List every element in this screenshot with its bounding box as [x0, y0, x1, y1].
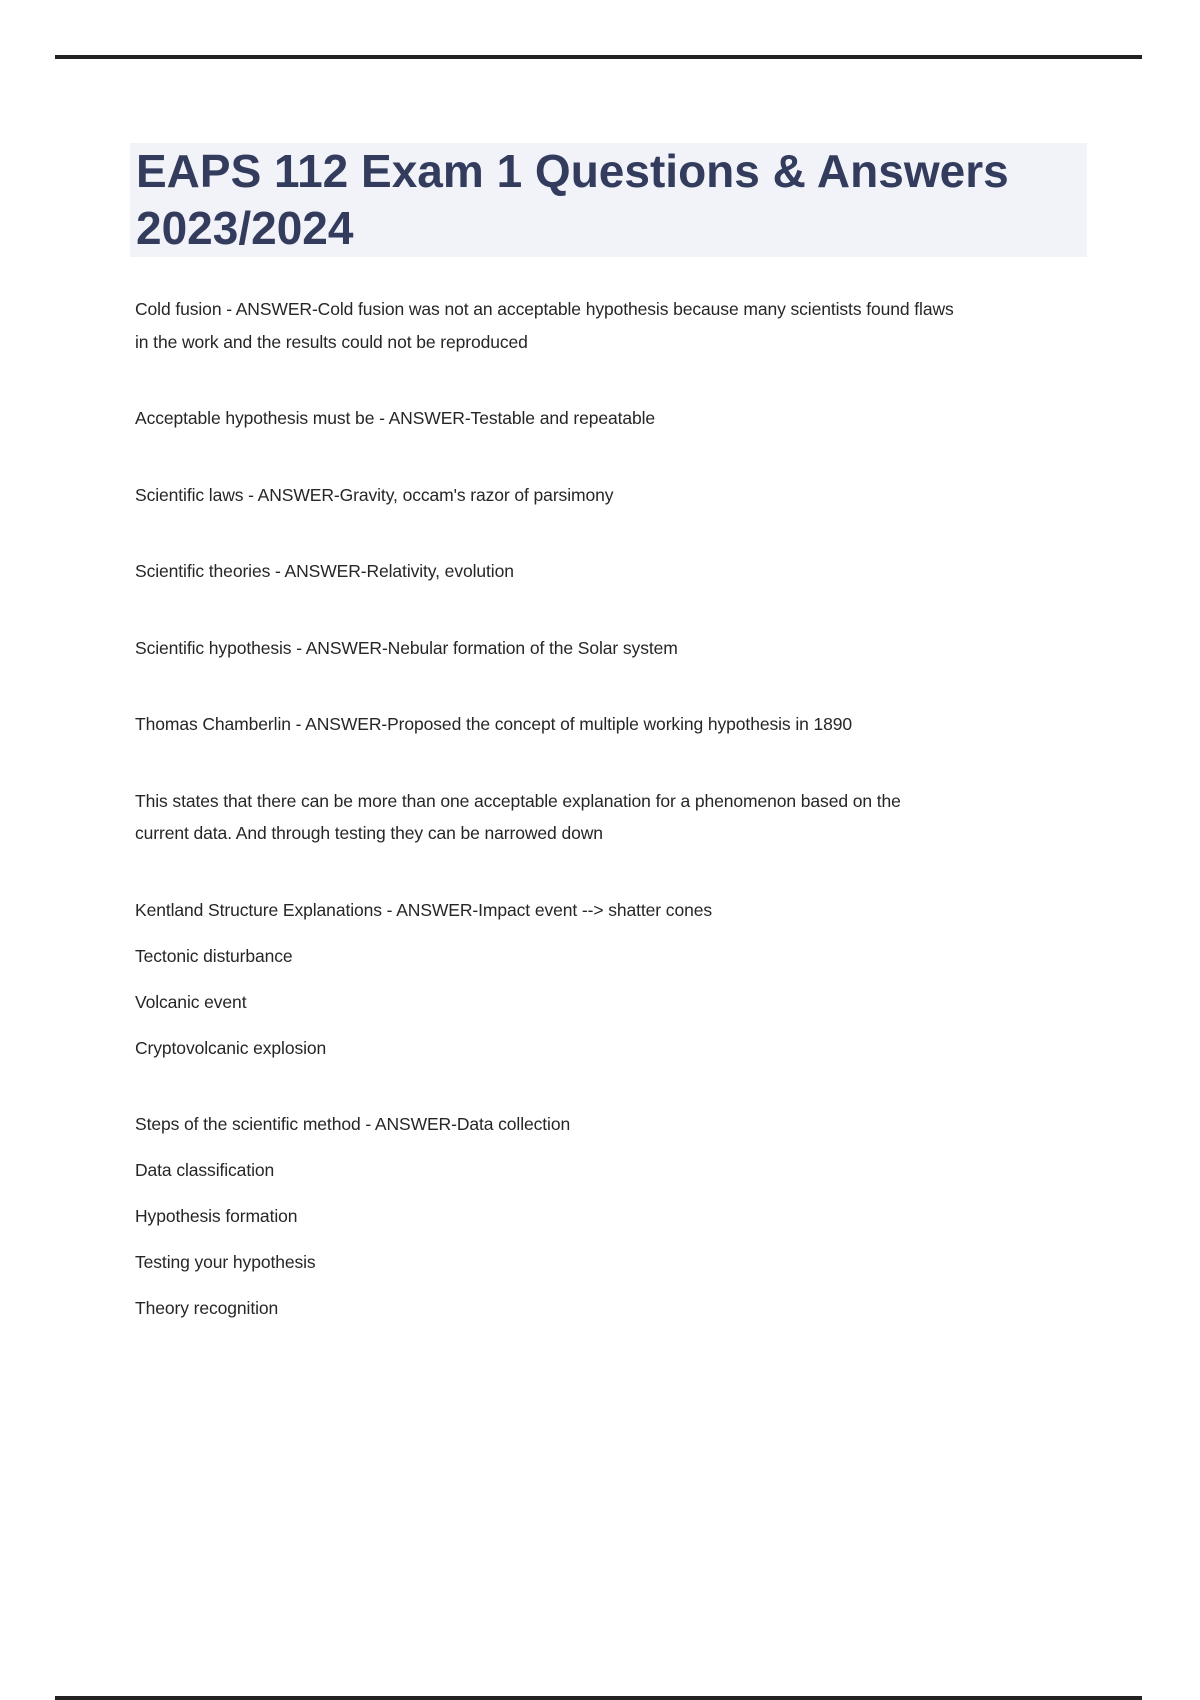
- qa-paragraph: [135, 986, 1095, 1019]
- text-line: Kentland Structure Explanations - ANSWER-Impact event --> shatter cones: [135, 899, 712, 920]
- qa-paragraph: [135, 1108, 1095, 1141]
- text-line: Tectonic disturbance: [135, 945, 293, 966]
- bottom-rule: [55, 1696, 1142, 1700]
- top-rule: [55, 55, 1142, 59]
- text-line: current data. And through testing they can be narrowed down: [135, 823, 603, 843]
- qa-block: [135, 632, 1095, 665]
- qa-paragraph: [135, 1154, 1095, 1187]
- text-line: Testing your hypothesis: [135, 1252, 316, 1272]
- qa-paragraph: [135, 293, 1095, 358]
- qa-block: [135, 479, 1095, 512]
- qa-paragraph: [135, 894, 1095, 927]
- text-line: Scientific hypothesis - ANSWER-Nebular formation of the Solar system: [135, 637, 678, 658]
- qa-block: [135, 402, 1095, 435]
- text-line: Data classification: [135, 1160, 275, 1180]
- text-line: Theory recognition: [135, 1298, 279, 1318]
- text-line: Steps of the scientific method - ANSWER-Data collection: [135, 1114, 571, 1134]
- text-line: Scientific theories - ANSWER-Relativity, evolution: [135, 561, 514, 581]
- qa-block: [135, 555, 1095, 588]
- page-title: [130, 143, 1087, 257]
- qa-paragraph: [135, 1292, 1095, 1325]
- qa-paragraph: [135, 708, 1095, 741]
- qa-paragraph: [135, 1200, 1095, 1233]
- qa-paragraph: [135, 940, 1095, 973]
- text-line: Thomas Chamberlin - ANSWER-Proposed the concept of multiple working hypothesis in 1890: [135, 714, 853, 734]
- qa-block: [135, 1108, 1095, 1325]
- title-line-2: 2023/2024: [136, 202, 354, 254]
- text-line: This states that there can be more than one acceptable explanation for a phenomenon based on the: [135, 790, 901, 811]
- text-line: Acceptable hypothesis must be - ANSWER-Testable and repeatable: [135, 408, 656, 428]
- title-line-1: EAPS 112 Exam 1 Questions & Answers: [136, 145, 1009, 197]
- text-line: Cold fusion - ANSWER-Cold fusion was not an acceptable hypothesis because many scientists found flaws: [135, 299, 954, 319]
- qa-paragraph: [135, 785, 1095, 850]
- qa-block: [135, 894, 1095, 1065]
- qa-block: [135, 708, 1095, 741]
- qa-paragraph: [135, 555, 1095, 588]
- qa-paragraph: [135, 1246, 1095, 1279]
- text-line: Cryptovolcanic explosion: [135, 1037, 327, 1058]
- text-line: Volcanic event: [135, 991, 247, 1012]
- qa-block: [135, 293, 1095, 358]
- qa-paragraph: [135, 479, 1095, 512]
- qa-paragraph: [135, 402, 1095, 435]
- qa-paragraph: [135, 1032, 1095, 1065]
- text-line: Hypothesis formation: [135, 1206, 298, 1226]
- qa-paragraph: [135, 632, 1095, 665]
- text-line: in the work and the results could not be reproduced: [135, 331, 528, 352]
- document-body: [135, 293, 1095, 1369]
- qa-block: [135, 785, 1095, 850]
- text-line: Scientific laws - ANSWER-Gravity, occam's razor of parsimony: [135, 484, 614, 505]
